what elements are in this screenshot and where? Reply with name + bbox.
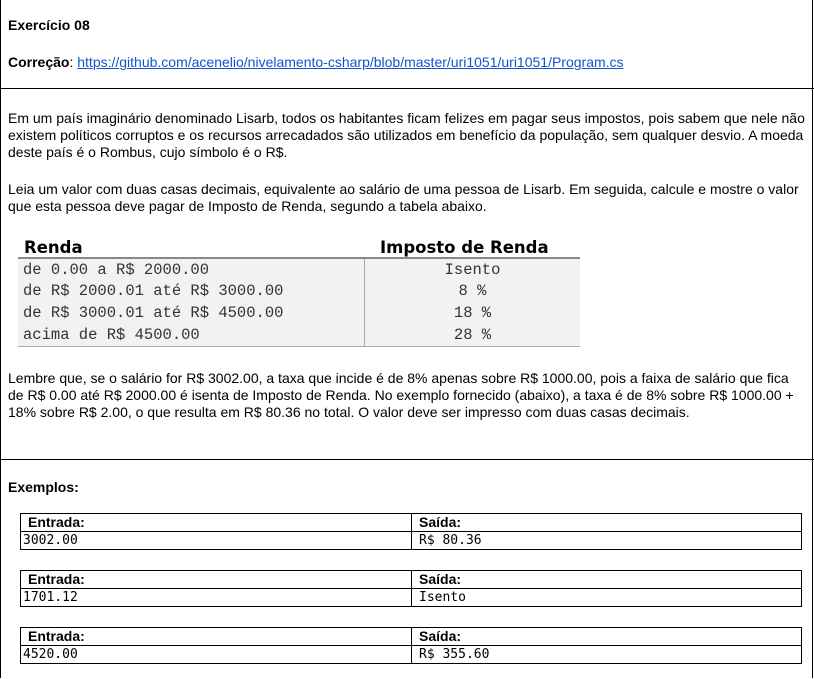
problem-paragraph-1: Em um país imaginário denominado Lisarb, todos os habitantes ficam felizes em pagar seus impostos, pois sabem que nele não existem políticos corruptos e os recursos arrecadados são utilizados em benefício da população, sem qualquer desvio. A moeda deste país é o Rombus, cujo símbolo é o R$.	[8, 110, 805, 160]
tax-range: acima de R$ 4500.00	[23, 326, 200, 344]
output-value: R$ 355.60	[419, 647, 490, 662]
example-box	[20, 570, 802, 607]
example-box	[20, 627, 802, 664]
tax-rate: 28 %	[453, 326, 492, 344]
correction-link[interactable]: https://github.com/acenelio/nivelamento-csharp/blob/master/uri1051/uri1051/Program.cs	[77, 54, 624, 70]
tax-table-row	[18, 324, 580, 345]
tax-rate: Isento	[444, 261, 501, 279]
example-box	[20, 513, 802, 550]
correction-label: Correção	[8, 54, 70, 70]
tax-table-row	[18, 302, 580, 323]
example-row-divider	[21, 588, 801, 589]
input-value: 3002.00	[23, 533, 78, 548]
tax-range: de 0.00 a R$ 2000.00	[23, 261, 210, 279]
divider	[0, 459, 814, 460]
examples-title: Exemplos:	[8, 479, 79, 495]
tax-table-col-imposto: Imposto de Renda	[380, 238, 549, 257]
exercise-title: Exercício 08	[8, 17, 90, 33]
input-label: Entrada:	[28, 514, 85, 530]
divider	[0, 88, 814, 89]
correction-separator: :	[69, 54, 78, 70]
tax-rate: 18 %	[453, 304, 492, 322]
tax-range: de R$ 2000.01 até R$ 3000.00	[23, 282, 284, 300]
output-label: Saída:	[419, 514, 462, 530]
output-value: R$ 80.36	[419, 533, 482, 548]
tax-table-body	[18, 259, 580, 347]
output-label: Saída:	[419, 571, 462, 587]
tax-table-row	[18, 280, 580, 301]
output-value: Isento	[419, 590, 466, 605]
input-value: 1701.12	[23, 590, 78, 605]
tax-table-col-renda: Renda	[24, 238, 83, 257]
problem-paragraph-2: Leia um valor com duas casas decimais, equivalente ao salário de uma pessoa de Lisarb. Em seguida, calcule e mostre o valor que esta pessoa deve pagar de Imposto de Renda, segundo a tabela abaixo.	[8, 181, 799, 214]
example-row-divider	[21, 645, 801, 646]
correction-line	[8, 54, 624, 70]
input-label: Entrada:	[28, 628, 85, 644]
tax-table-row	[18, 259, 580, 280]
problem-paragraph-3: Lembre que, se o salário for R$ 3002.00, a taxa que incide é de 8% apenas sobre R$ 1000.00, pois a faixa de salário que fica de R$ 0.00 até R$ 2000.00 é isenta de Imposto de Renda. No exemplo fornecido (abaixo), a taxa é de 8% sobre R$ 1000.00 + 18% sobre R$ 2.00, o que resulta em R$ 80.36 no total. O valor deve ser impresso com duas casas decimais.	[8, 370, 794, 420]
output-label: Saída:	[419, 628, 462, 644]
tax-range: de R$ 3000.01 até R$ 4500.00	[23, 304, 284, 322]
example-row-divider	[21, 531, 801, 532]
input-label: Entrada:	[28, 571, 85, 587]
tax-rate: 8 %	[458, 282, 487, 300]
input-value: 4520.00	[23, 647, 78, 662]
tax-table-header	[18, 237, 580, 259]
